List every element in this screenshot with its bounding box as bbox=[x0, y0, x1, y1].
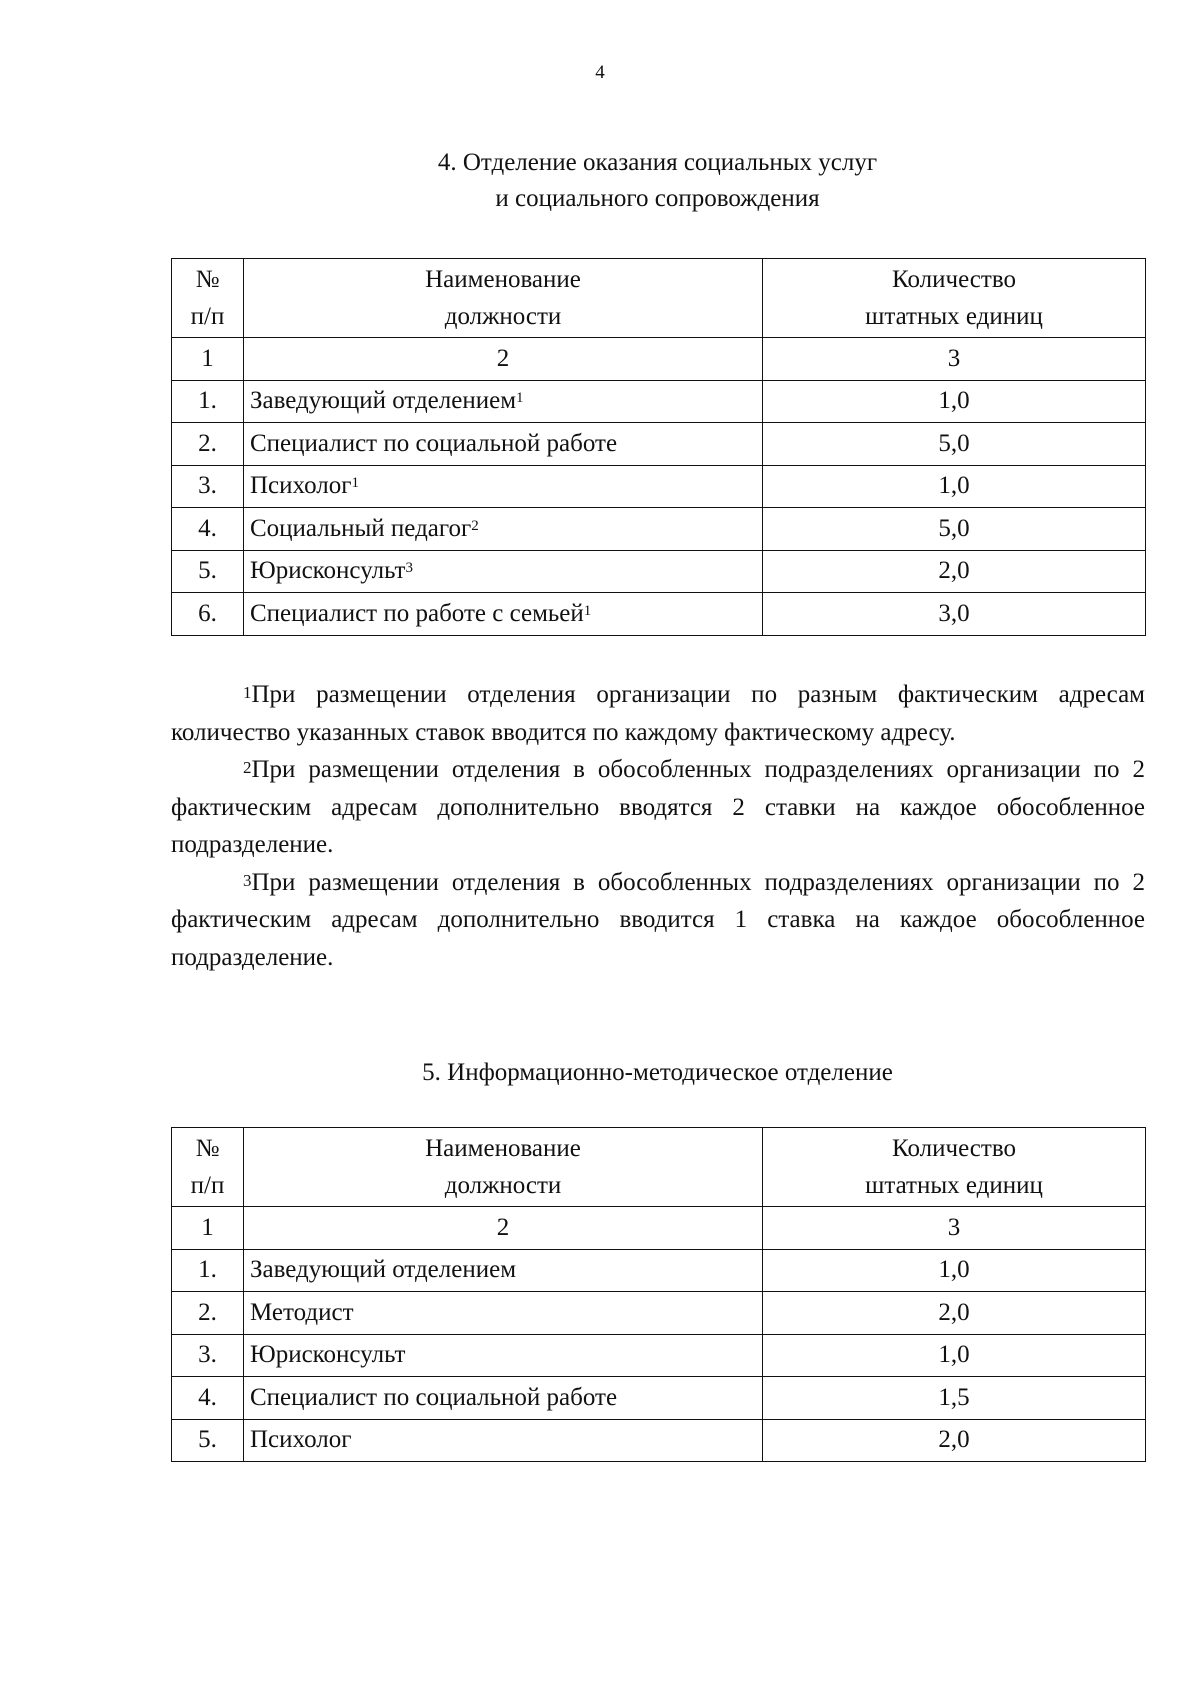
row-position bbox=[244, 465, 763, 508]
header-num bbox=[172, 259, 244, 338]
footnotes bbox=[171, 676, 1145, 976]
table-row bbox=[172, 1419, 1146, 1462]
header-qty-line1: Количество bbox=[892, 1135, 1016, 1162]
header-num-line2: п/п bbox=[190, 303, 225, 330]
page-number: 4 bbox=[595, 62, 605, 83]
row-position bbox=[244, 380, 763, 423]
row-qty: 5,0 bbox=[763, 508, 1146, 551]
header-name-line1: Наименование bbox=[425, 1135, 581, 1162]
table-row bbox=[172, 423, 1146, 466]
header-qty-line1: Количество bbox=[892, 266, 1016, 293]
position-name: Специалист по работе с семьей bbox=[250, 599, 584, 627]
section-4-title-line2: и социального сопровождения bbox=[495, 185, 820, 212]
footnote bbox=[171, 864, 1145, 977]
row-qty: 2,0 bbox=[763, 1292, 1146, 1335]
row-qty: 3,0 bbox=[763, 593, 1146, 636]
table-row bbox=[172, 550, 1146, 593]
header-name-line2: должности bbox=[444, 303, 562, 330]
row-position: Юрисконсульт bbox=[244, 1334, 763, 1377]
row-position bbox=[244, 423, 763, 466]
header-name-line1: Наименование bbox=[425, 266, 581, 293]
section-4-title-line1: 4. Отделение оказания социальных услуг bbox=[437, 149, 878, 176]
table-row bbox=[172, 508, 1146, 551]
column-number: 3 bbox=[763, 338, 1146, 381]
footnote-mark: 2 bbox=[243, 758, 252, 777]
table-header-row bbox=[172, 1128, 1146, 1207]
header-num bbox=[172, 1128, 244, 1207]
column-number: 2 bbox=[244, 338, 763, 381]
row-qty: 2,0 bbox=[763, 1419, 1146, 1462]
table-row bbox=[172, 465, 1146, 508]
row-num: 4. bbox=[172, 508, 244, 551]
column-number: 1 bbox=[172, 1207, 244, 1250]
position-name: Юрисконсульт bbox=[250, 557, 406, 585]
header-num-line1: № bbox=[195, 266, 220, 293]
footnote-ref: 1 bbox=[583, 602, 592, 619]
footnote-ref: 3 bbox=[405, 560, 413, 577]
row-qty: 1,5 bbox=[763, 1377, 1146, 1420]
column-number: 3 bbox=[763, 1207, 1146, 1250]
column-number: 1 bbox=[172, 338, 244, 381]
table-row bbox=[172, 1377, 1146, 1420]
position-name: Психолог bbox=[250, 472, 352, 500]
header-qty-line2: штатных единиц bbox=[865, 303, 1043, 330]
table-row bbox=[172, 593, 1146, 636]
row-position: Психолог bbox=[244, 1419, 763, 1462]
table-row bbox=[172, 380, 1146, 423]
footnote-text: При размещении отделения в обособленных подразделениях организации по 2 фактическим адресам дополнительно вводятся 2 ставки на каждое обособленное подразделение. bbox=[171, 756, 1145, 858]
row-qty: 1,0 bbox=[763, 380, 1146, 423]
footnote-ref: 1 bbox=[516, 390, 524, 407]
row-num: 2. bbox=[172, 1292, 244, 1335]
table-row bbox=[172, 1292, 1146, 1335]
row-num: 6. bbox=[172, 593, 244, 636]
footnote-text: При размещении отделения организации по разным фактическим адресам количество указанных ставок вводится по каждому фактическому адресу. bbox=[171, 681, 1145, 746]
row-num: 3. bbox=[172, 1334, 244, 1377]
row-position bbox=[244, 593, 763, 636]
row-num: 3. bbox=[172, 465, 244, 508]
footnote-mark: 3 bbox=[243, 870, 252, 890]
footnote-text: При размещении отделения в обособленных подразделениях организации по 2 фактическим адресам дополнительно вводится 1 ставка на каждое обособленное подразделение. bbox=[171, 868, 1145, 971]
section-5-title bbox=[0, 1055, 1200, 1091]
column-number-row bbox=[172, 1207, 1146, 1250]
header-name-line2: должности bbox=[444, 1172, 562, 1199]
header-qty bbox=[763, 259, 1146, 338]
header-name bbox=[244, 1128, 763, 1207]
header-name bbox=[244, 259, 763, 338]
row-qty: 5,0 bbox=[763, 423, 1146, 466]
row-num: 4. bbox=[172, 1377, 244, 1420]
header-qty bbox=[763, 1128, 1146, 1207]
footnote-ref: 1 bbox=[351, 475, 359, 492]
row-num: 5. bbox=[172, 1419, 244, 1462]
row-position: Заведующий отделением bbox=[244, 1249, 763, 1292]
table-header-row bbox=[172, 259, 1146, 338]
section-4-title bbox=[0, 145, 1200, 217]
table-row bbox=[172, 1334, 1146, 1377]
section-4-staff-table bbox=[171, 258, 1146, 636]
column-number: 2 bbox=[244, 1207, 763, 1250]
row-num: 1. bbox=[172, 380, 244, 423]
header-num-line2: п/п bbox=[190, 1172, 225, 1199]
table-row bbox=[172, 1249, 1146, 1292]
section-5-title-line1: 5. Информационно-методическое отделение bbox=[422, 1059, 893, 1086]
position-name: Заведующий отделением bbox=[250, 387, 517, 415]
row-position bbox=[244, 550, 763, 593]
footnote bbox=[171, 676, 1145, 751]
row-qty: 2,0 bbox=[763, 550, 1146, 593]
row-position: Специалист по социальной работе bbox=[244, 1377, 763, 1420]
row-num: 2. bbox=[172, 423, 244, 466]
footnote bbox=[171, 751, 1145, 864]
row-num: 5. bbox=[172, 550, 244, 593]
footnote-ref: 2 bbox=[471, 517, 479, 534]
column-number-row bbox=[172, 338, 1146, 381]
header-num-line1: № bbox=[195, 1135, 220, 1162]
position-name: Специалист по социальной работе bbox=[250, 429, 618, 457]
row-qty: 1,0 bbox=[763, 465, 1146, 508]
row-qty: 1,0 bbox=[763, 1334, 1146, 1377]
section-5-staff-table bbox=[171, 1127, 1146, 1462]
row-num: 1. bbox=[172, 1249, 244, 1292]
position-name: Социальный педагог bbox=[250, 514, 472, 542]
footnote-mark: 1 bbox=[243, 683, 252, 702]
row-qty: 1,0 bbox=[763, 1249, 1146, 1292]
header-qty-line2: штатных единиц bbox=[865, 1172, 1043, 1199]
row-position bbox=[244, 508, 763, 551]
row-position: Методист bbox=[244, 1292, 763, 1335]
